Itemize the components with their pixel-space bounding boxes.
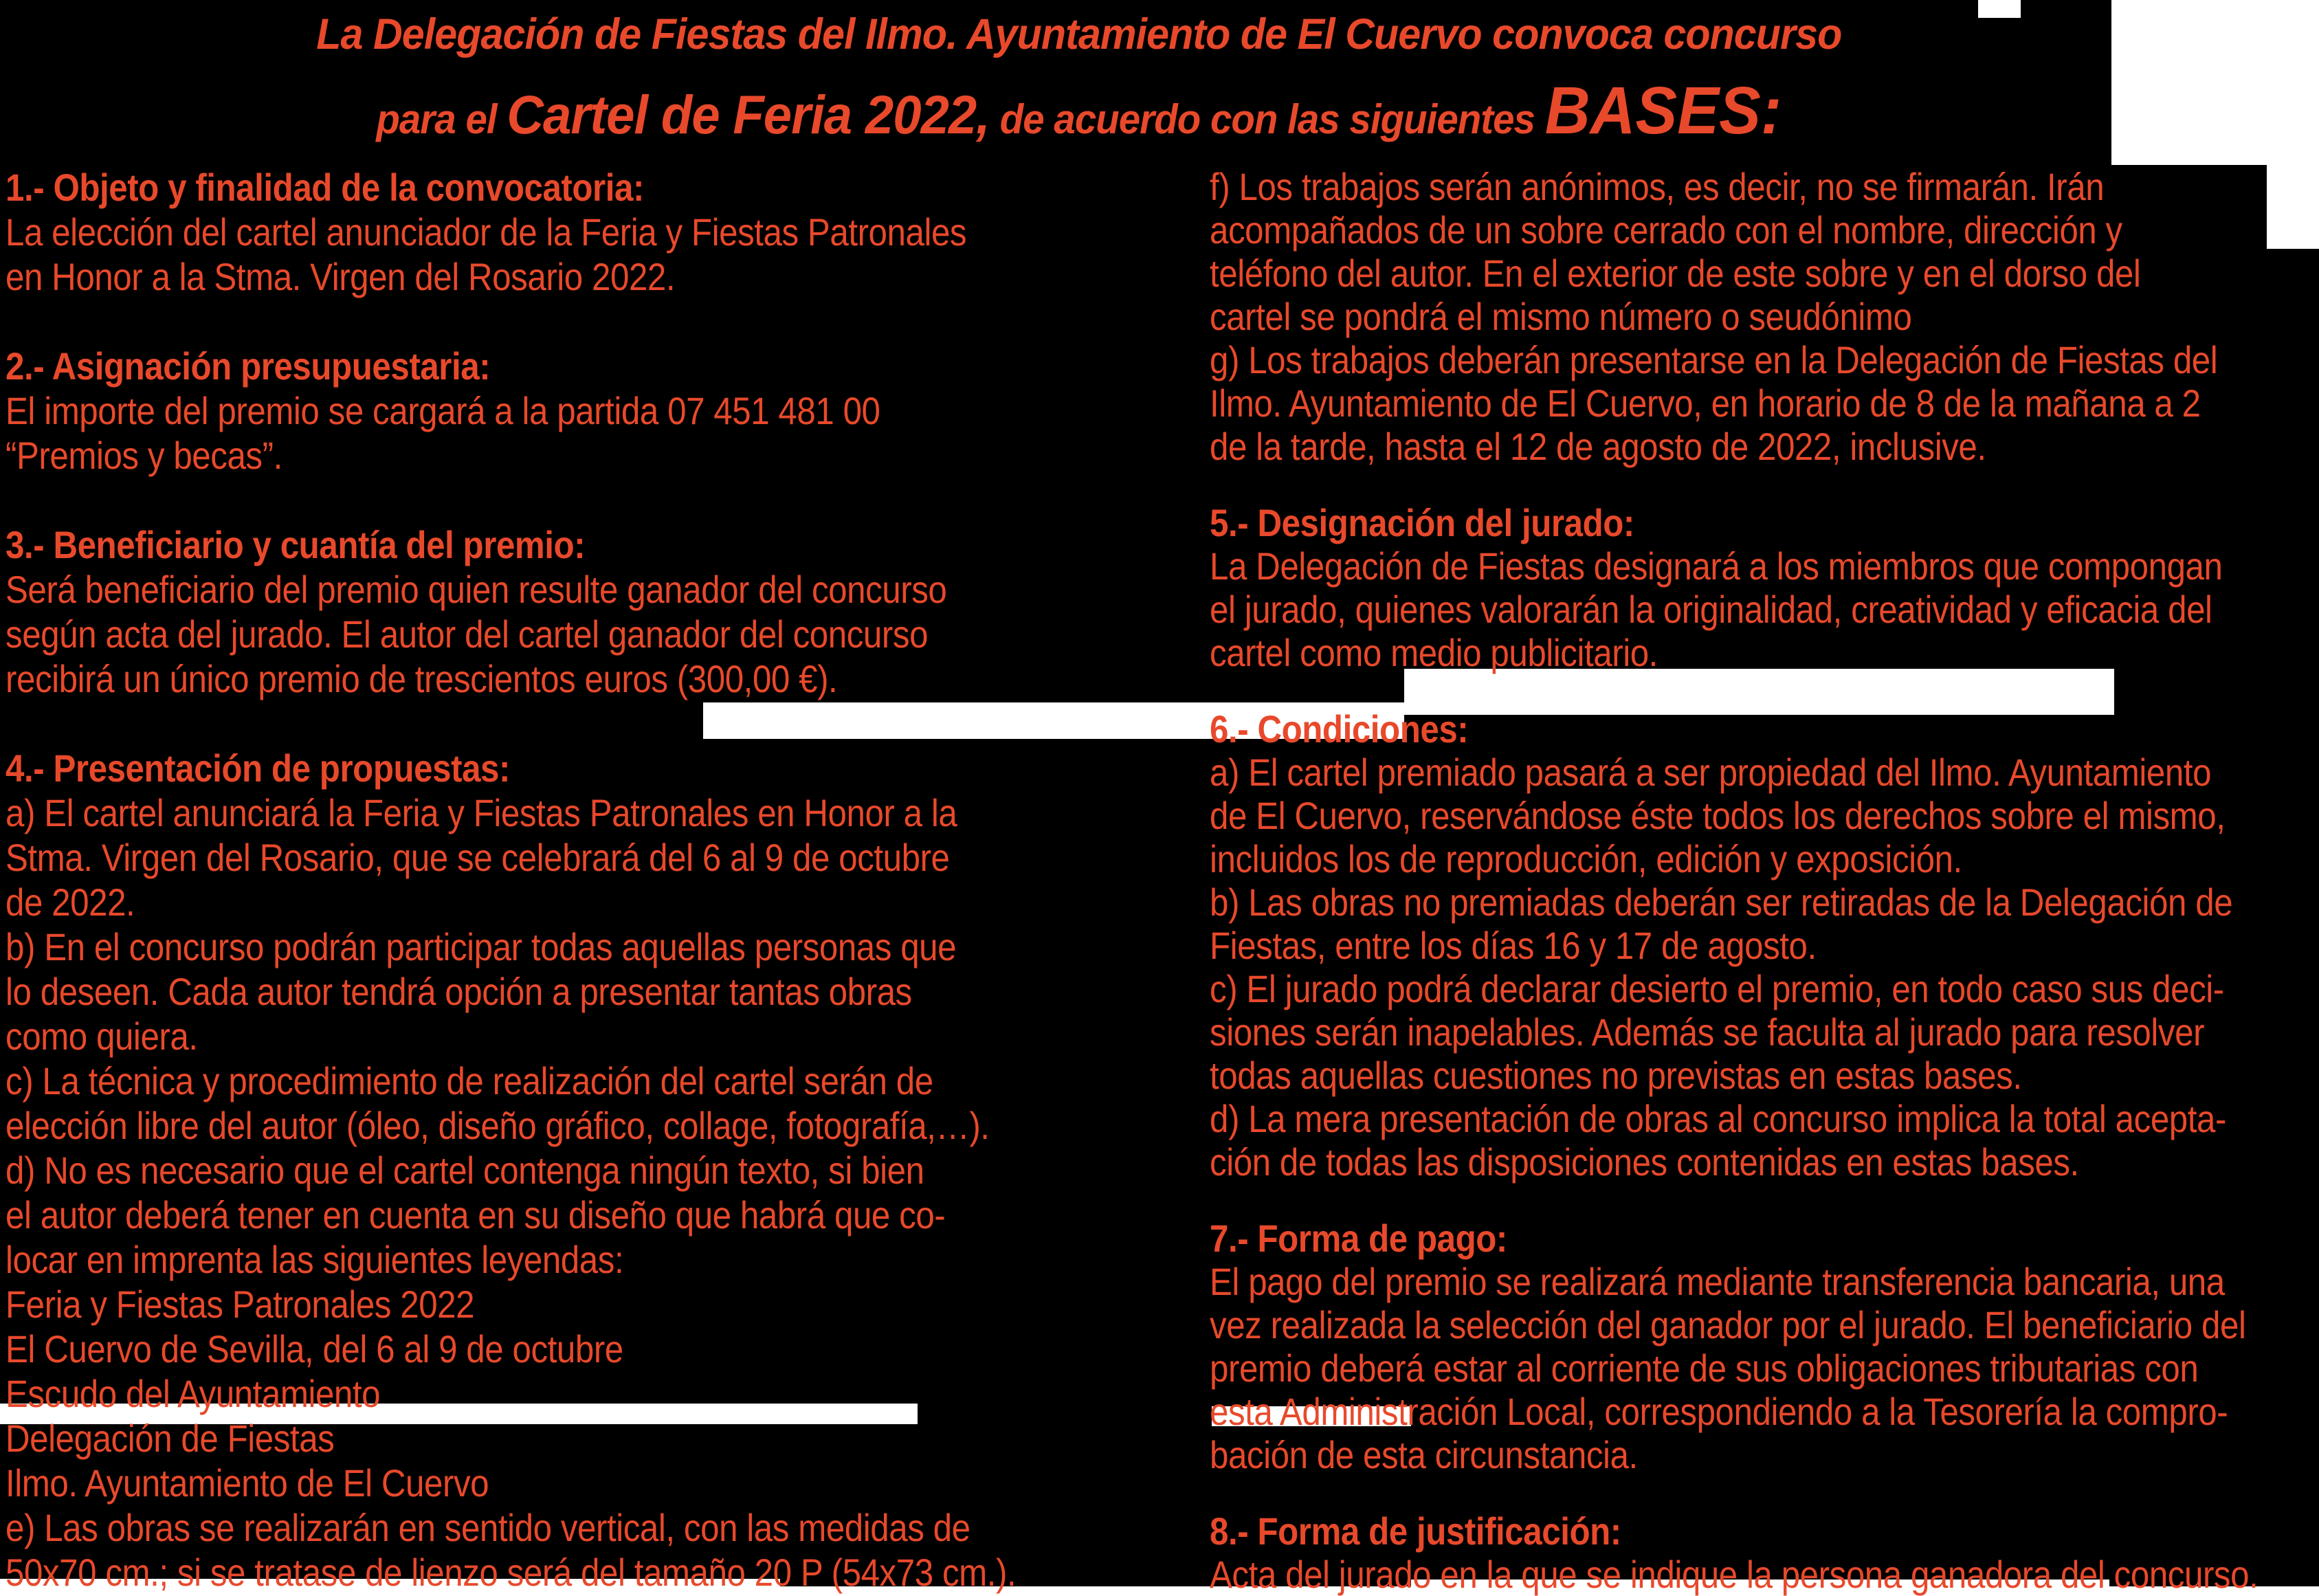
text-line: el autor deberá tener en cuenta en su diseño que habrá que co- [5, 1193, 946, 1237]
text-line: locar en imprenta las siguientes leyendas: [5, 1238, 624, 1281]
text-line: premio deberá estar al corriente de sus obligaciones tributarias con [1210, 1346, 2199, 1390]
section [5, 344, 1209, 478]
section [1210, 707, 2319, 1184]
section [5, 165, 1209, 299]
section [5, 746, 1209, 1595]
text-line: g) Los trabajos deberán presentarse en la Delegación de Fiestas del [1210, 338, 2218, 381]
text-line: El pago del premio se realizará mediante transferencia bancaria, una [1210, 1260, 2225, 1303]
left-column [5, 165, 1209, 1595]
section-heading: 4.- Presentación de propuestas: [5, 746, 510, 790]
text-line: La Delegación de Fiestas designará a los miembros que compongan [1210, 544, 2223, 588]
section [1210, 1217, 2319, 1476]
text-line: incluidos los de reproducción, edición y exposición. [1210, 837, 1962, 880]
text-line: f) Los trabajos serán anónimos, es decir, no se firmarán. Irán [1210, 165, 2105, 208]
section-heading: 2.- Asignación presupuestaria: [5, 344, 491, 388]
text-line: recibirá un único premio de trescientos euros (300,00 €). [5, 657, 838, 700]
text-line: Ilmo. Ayuntamiento de El Cuervo [5, 1461, 489, 1505]
text-line: lo deseen. Cada autor tendrá opción a presentar tantas obras [5, 970, 912, 1013]
text-line: vez realizada la selección del ganador por el jurado. El beneficiario del [1210, 1303, 2246, 1346]
section-heading: 3.- Beneficiario y cuantía del premio: [5, 523, 586, 566]
text-line: a) El cartel anunciará la Feria y Fiestas Patronales en Honor a la [5, 791, 957, 834]
section-heading: 5.- Designación del jurado: [1210, 501, 1634, 544]
text-line: c) El jurado podrá declarar desierto el premio, en todo caso sus deci- [1210, 967, 2224, 1010]
title-line-2-bases: BASES: [1544, 73, 1782, 148]
title-line-2 [0, 73, 2158, 157]
section-heading: 6.- Condiciones: [1210, 707, 1469, 751]
text-line: b) Las obras no premiadas deberán ser retiradas de la Delegación de [1210, 880, 2233, 924]
text-line: El Cuervo de Sevilla, del 6 al 9 de octubre [5, 1327, 623, 1371]
text-line: Será beneficiario del premio quien resulte ganador del concurso [5, 568, 947, 611]
text-line: de El Cuervo, reservándose éste todos los derechos sobre el mismo, [1210, 794, 2226, 837]
text-line: cartel se pondrá el mismo número o seudónimo [1210, 295, 1912, 338]
text-line: según acta del jurado. El autor del cartel ganador del concurso [5, 612, 929, 656]
text-line: cartel como medio publicitario. [1210, 631, 1658, 674]
text-line: todas aquellas cuestiones no previstas en estas bases. [1210, 1054, 2022, 1097]
text-line: Escudo del Ayuntamiento [5, 1372, 381, 1415]
text-line: como quiera. [5, 1015, 198, 1058]
text-line: El importe del premio se cargará a la partida 07 451 481 00 [5, 389, 880, 432]
section-heading: 1.- Objeto y finalidad de la convocatoria: [5, 166, 644, 209]
section [5, 522, 1209, 701]
text-line: a) El cartel premiado pasará a ser propiedad del Ilmo. Ayuntamiento [1210, 751, 2212, 794]
text-line: de 2022. [5, 880, 135, 924]
text-line: b) En el concurso podrán participar todas aquellas personas que [5, 925, 957, 968]
text-line: Fiestas, entre los días 16 y 17 de agosto. [1210, 924, 1817, 967]
text-line: Stma. Virgen del Rosario, que se celebrará del 6 al 9 de octubre [5, 836, 950, 879]
text-line: d) La mera presentación de obras al concurso implica la total acepta- [1210, 1097, 2226, 1140]
section-heading: 8.- Forma de justificación: [1210, 1509, 1621, 1553]
text-line: “Premios y becas”. [5, 434, 282, 477]
title-line-2-middle: de acuerdo con las siguientes [989, 96, 1545, 142]
text-line: acompañados de un sobre cerrado con el nombre, dirección y [1210, 208, 2122, 252]
text-line: elección libre del autor (óleo, diseño gráfico, collage, fotografía,…). [5, 1104, 990, 1147]
section [1210, 501, 2319, 674]
section-heading: 7.- Forma de pago: [1210, 1217, 1507, 1260]
text-line: La elección del cartel anunciador de la Feria y Fiestas Patronales [5, 210, 967, 254]
text-line: esta Administración Local, correspondiendo a la Tesorería la compro- [1210, 1390, 2228, 1433]
section [1210, 1509, 2319, 1596]
title-line-2-start: para el [376, 96, 507, 142]
title-line-2-emphasis: Cartel de Feria 2022, [507, 84, 990, 145]
text-line: de la tarde, hasta el 12 de agosto de 2022, inclusive. [1210, 425, 1986, 468]
text-line: en Honor a la Stma. Virgen del Rosario 2022. [5, 255, 676, 298]
right-column [1210, 165, 2319, 1596]
text-line: Ilmo. Ayuntamiento de El Cuervo, en horario de 8 de la mañana a 2 [1210, 381, 2201, 425]
text-line: 50x70 cm.; si se tratase de lienzo será del tamaño 20 P (54x73 cm.). [5, 1551, 1017, 1594]
document-title [0, 0, 2158, 157]
text-line: Delegación de Fiestas [5, 1417, 335, 1460]
text-line: siones serán inapelables. Además se faculta al jurado para resolver [1210, 1010, 2205, 1054]
text-line: teléfono del autor. En el exterior de este sobre y en el dorso del [1210, 252, 2141, 295]
text-line: e) Las obras se realizarán en sentido vertical, con las medidas de [5, 1506, 970, 1549]
text-line: ción de todas las disposiciones contenidas en estas bases. [1210, 1140, 2079, 1184]
text-line: Acta del jurado en la que se indique la persona ganadora del concurso. [1210, 1553, 2259, 1596]
text-line: Feria y Fiestas Patronales 2022 [5, 1283, 475, 1326]
text-line: el jurado, quienes valorarán la originalidad, creatividad y eficacia del [1210, 588, 2212, 631]
section [1210, 165, 2319, 468]
title-line-1: La Delegación de Fiestas del Ilmo. Ayuntamiento de El Cuervo convoca concurso [316, 10, 1842, 58]
text-line: bación de esta circunstancia. [1210, 1433, 1638, 1476]
text-line: d) No es necesario que el cartel contenga ningún texto, si bien [5, 1149, 924, 1192]
text-line: c) La técnica y procedimiento de realización del cartel serán de [5, 1059, 933, 1102]
